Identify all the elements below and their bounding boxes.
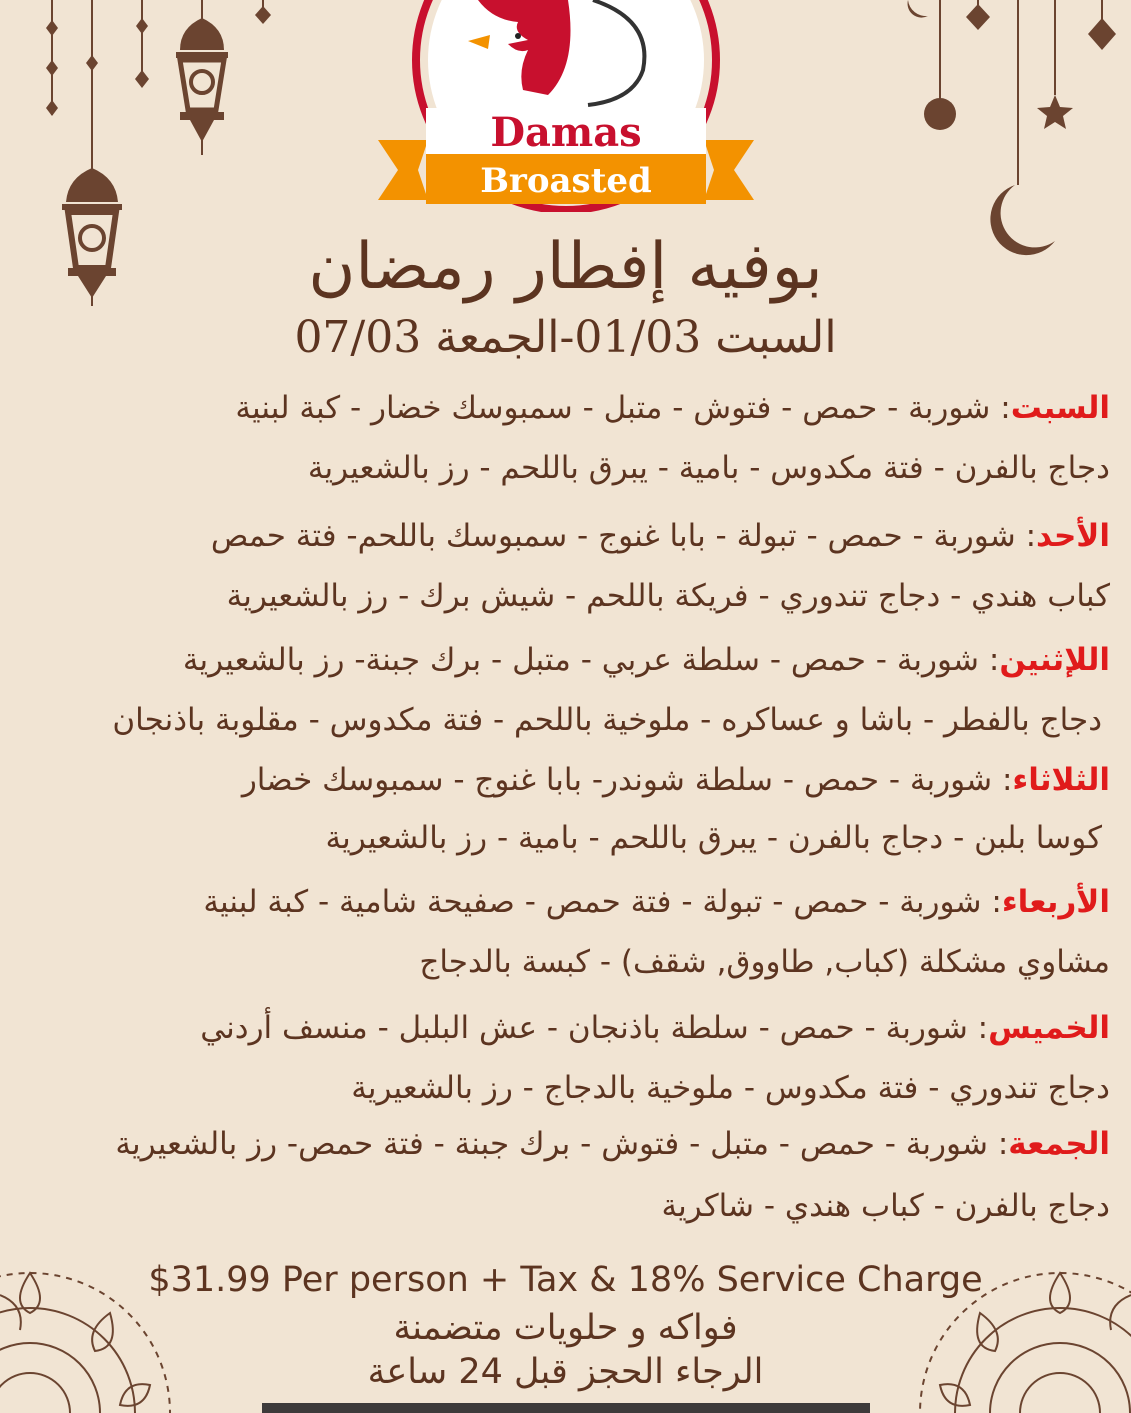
menu-items: شوربة - حمص - متبل - فتوش - برك جبنة - فتة حمص- رز بالشعيرية [115, 1126, 988, 1162]
menu-day-line: اللإثنين: شوربة - حمص - سلطة عربي - متبل - برك جبنة- رز بالشعيرية [182, 642, 1110, 678]
menu-items: شوربة - حمص - سلطة شوندر- بابا غنوج - سمبوسك خضار [241, 762, 993, 798]
menu-items-line: دجاج بالفرن - فتة مكدوس - بامية - يبرق باللحم - رز بالشعيرية [307, 450, 1110, 486]
page-title: بوفيه إفطار رمضان [308, 230, 823, 304]
menu-items-line: دجاج بالفطر - باشا و عساكره - ملوخية باللحم - فتة مكدوس - مقلوبة باذنجان [112, 702, 1102, 738]
fruits-note: فواكه و حلويات متضمنة [393, 1308, 738, 1348]
menu-items: شوربة - حمص - سلطة باذنجان - عش البلبل - منسف أردني [200, 1010, 968, 1046]
menu-items: شوربة - حمص - تبولة - فتة حمص - صفيحة شامية - كبة لبنية [203, 884, 982, 920]
menu-day-line: الأربعاء: شوربة - حمص - تبولة - فتة حمص - صفيحة شامية - كبة لبنية [203, 884, 1110, 920]
menu-items: شوربة - حمص - تبولة - بابا غنوج - سمبوسك باللحم- فتة حمص [210, 518, 1016, 554]
menu-list [20, 0, 1110, 1413]
menu-day-line: السبت: شوربة - حمص - فتوش - متبل - سمبوسك خضار - كبة لبنية [235, 390, 1110, 426]
menu-items-line: كوسا بلبن - دجاج بالفرن - يبرق باللحم - بامية - رز بالشعيرية [325, 820, 1102, 856]
menu-items-line: دجاج تندوري - فتة مكدوس - ملوخية بالدجاج - رز بالشعيرية [351, 1070, 1110, 1106]
price-line: $31.99 Per person + Tax & 18% Service Charge [148, 1260, 983, 1300]
booking-note: الرجاء الحجز قبل 24 ساعة [367, 1352, 764, 1392]
menu-items-line: دجاج بالفرن - كباب هندي - شاكرية [661, 1188, 1110, 1224]
menu-day-line: الخميس: شوربة - حمص - سلطة باذنجان - عش البلبل - منسف أردني [200, 1010, 1110, 1046]
svg-text:Damas: Damas [490, 109, 642, 156]
menu-items-line: كباب هندي - دجاج تندوري - فريكة باللحم - شيش برك - رز بالشعيرية [226, 578, 1110, 614]
svg-text:Broasted: Broasted [480, 161, 652, 201]
day-name: الأربعاء [1001, 884, 1110, 920]
menu-items-line: مشاوي مشكلة (كباب, طاووق, شقف) - كبسة بالدجاج [419, 944, 1110, 980]
day-name: الأحد [1036, 518, 1110, 554]
day-name: اللإثنين [999, 642, 1110, 678]
date-range: السبت 01/03-الجمعة 07/03 [294, 312, 837, 363]
menu-day-line: الثلاثاء: شوربة - حمص - سلطة شوندر- بابا غنوج - سمبوسك خضار [241, 762, 1110, 798]
day-name: الخميس [988, 1010, 1110, 1046]
bottom-bar [262, 1403, 870, 1413]
menu-items: شوربة - حمص - سلطة عربي - متبل - برك جبنة- رز بالشعيرية [182, 642, 980, 678]
day-name: الجمعة [1008, 1126, 1110, 1162]
menu-items: شوربة - حمص - فتوش - متبل - سمبوسك خضار - كبة لبنية [235, 390, 991, 426]
menu-day-line: الأحد: شوربة - حمص - تبولة - بابا غنوج - سمبوسك باللحم- فتة حمص [210, 518, 1110, 554]
day-name: السبت [1010, 390, 1110, 426]
menu-day-line: الجمعة: شوربة - حمص - متبل - فتوش - برك جبنة - فتة حمص- رز بالشعيرية [115, 1126, 1110, 1162]
day-name: الثلاثاء [1012, 762, 1110, 798]
